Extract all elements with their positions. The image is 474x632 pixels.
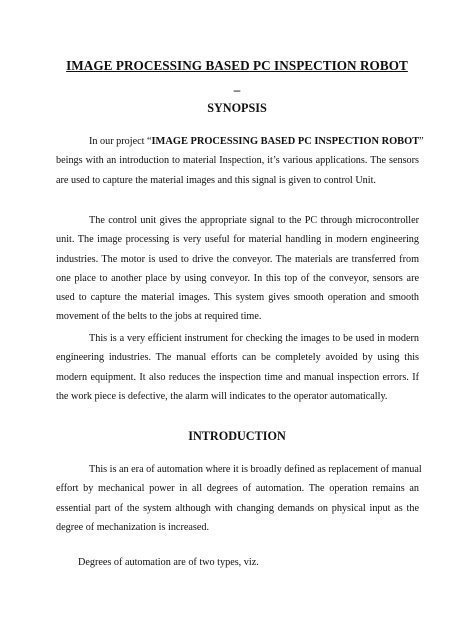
paragraph-line: movement of the belts to the jobs at required time. xyxy=(56,311,262,323)
paragraph-line: This is an era of automation where it is broadly defined as replacement of manual xyxy=(89,464,422,475)
paragraph-line: modern equipment. It also reduces the inspection time and manual inspection errors. If xyxy=(56,371,419,383)
synopsis-paragraph-2 xyxy=(56,211,419,327)
paragraph-line xyxy=(56,132,424,151)
paragraph-line: degree of mechanization is increased. xyxy=(56,521,210,533)
project-title-bold: IMAGE PROCESSING BASED PC INSPECTION ROBOT xyxy=(151,136,420,147)
document-title: IMAGE PROCESSING BASED PC INSPECTION ROBOT xyxy=(66,58,408,73)
paragraph-line: one place to another place by using conveyor. In this top of the conveyor, sensors are xyxy=(56,272,419,284)
introduction-paragraph-1 xyxy=(56,460,422,537)
text-run: ” xyxy=(419,136,424,147)
paragraph-line: This is a very efficient instrument for checking the images to be used in modern xyxy=(89,333,419,344)
paragraph-line: are used to capture the material images and this signal is given to control Unit. xyxy=(56,174,376,186)
paragraph-line: the work piece is defective, the alarm will indicates to the operator automatically. xyxy=(56,390,388,402)
paragraph-line: engineering industries. The manual efforts can be completely avoided by using this xyxy=(56,352,419,364)
paragraph-line: used to capture the material images. This system gives smooth operation and smooth xyxy=(56,292,419,304)
synopsis-heading: SYNOPSIS xyxy=(207,101,267,115)
title-dash: – xyxy=(233,82,241,97)
paragraph-line: beings with an introduction to material Inspection, it’s various applications. The sensors xyxy=(56,155,419,167)
paragraph-line: The control unit gives the appropriate signal to the PC through microcontroller xyxy=(89,215,419,226)
paragraph-line: Degrees of automation are of two types, viz. xyxy=(78,557,259,568)
text-run: In our project “ xyxy=(89,136,152,147)
synopsis-paragraph-3 xyxy=(56,329,419,406)
paragraph-line: essential part of the system although with changing demands on physical input as the xyxy=(56,502,419,514)
introduction-heading: INTRODUCTION xyxy=(188,429,286,443)
paragraph-line: industries. The motor is used to drive the conveyor. The materials are transferred from xyxy=(56,253,419,265)
synopsis-paragraph-1 xyxy=(56,132,424,190)
introduction-paragraph-2 xyxy=(56,553,419,572)
paragraph-line: unit. The image processing is very useful for material handling in modern engineering xyxy=(56,234,419,246)
paragraph-line: effort by mechanical power in all degrees of automation. The operation remains an xyxy=(56,483,419,495)
